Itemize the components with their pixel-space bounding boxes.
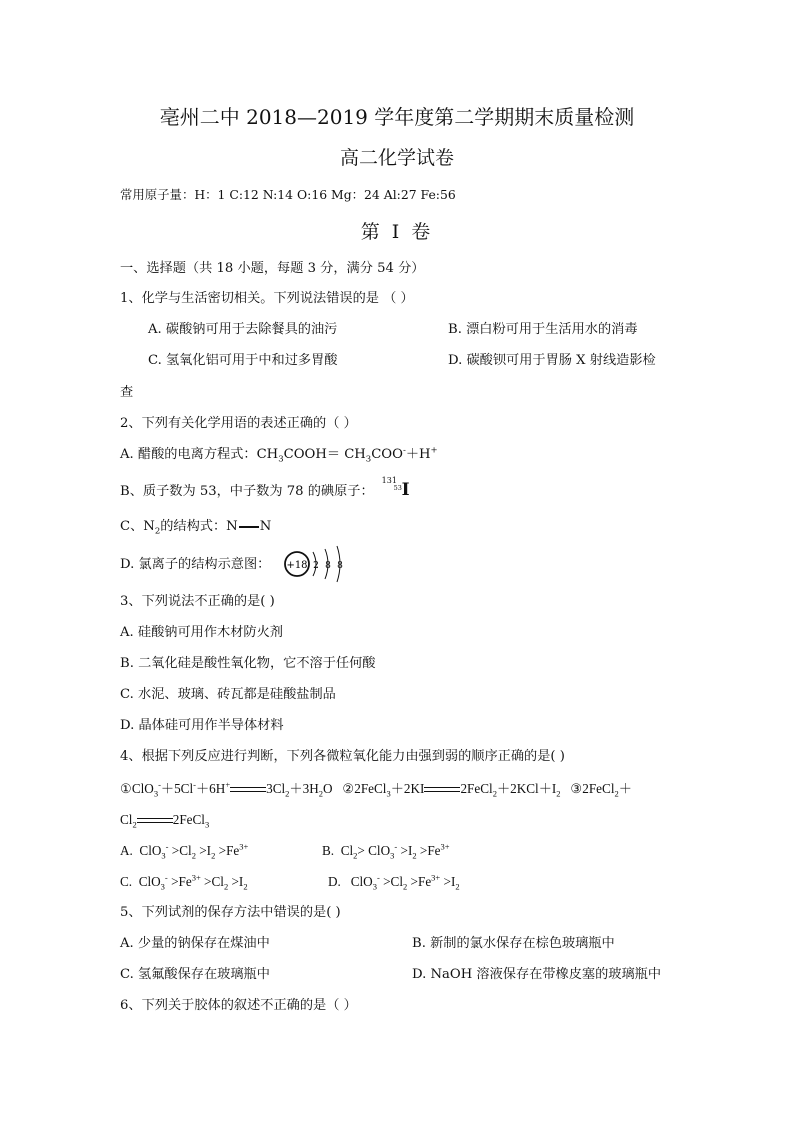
q1-stem: 1、化学与生活密切相关。下列说法错误的是 （ ） [120,291,414,306]
q4-option-d: D. $ClO_3^- >Cl_2 >Fe^{3+} >I_2$ [328,872,460,892]
q2-option-d: D. 氯离子的结构示意图： [120,557,271,572]
shell-3-count: 8 [337,561,343,571]
shell-1-count: 2 [313,561,319,571]
q2-option-b [120,476,410,501]
q2-option-a: A. 醋酸的电离方程式：$CH_3COOH= CH_3COO^-+H^+$ [120,445,438,465]
q5-stem: 5、下列试剂的保存方法中错误的是( ) [120,905,341,920]
q4-option-b-label: B. [322,843,335,858]
iodine-atomic-number: 53 [393,484,402,492]
q2-option-c-end: N [259,519,272,534]
reaction-3-marker: ③ [570,781,583,796]
nucleus-charge: +18 [286,560,308,571]
q3-option-c: C. 水泥、玻璃、砖瓦都是硅酸盐制品 [120,687,336,702]
reaction-1-marker: ① [120,781,132,796]
equals-sign-icon [230,786,266,794]
chloride-ion-structure-diagram [283,544,349,584]
q4-option-c-label: C. [120,874,133,889]
triple-bond-icon [239,526,259,528]
volume-heading: 第 Ⅰ 卷 [360,221,434,243]
q2-option-b-text: B、质子数为 53，中子数为 78 的碘原子： [120,484,374,499]
q3-option-b: B. 二氧化硅是酸性氧化物，它不溶于任何酸 [120,656,376,671]
q6-stem: 6、下列关于胶体的叙述不正确的是（ ） [120,998,357,1013]
q4-reactions-cont: $Cl_2$ 2FeCl$_3$ [120,812,210,830]
exam-subtitle: 高二化学试卷 [339,147,454,169]
q3-option-d: D. 晶体硅可用作半导体材料 [120,718,284,733]
section-heading: 一、选择题（共 18 小题，每题 3 分，满分 54 分） [120,261,425,276]
equals-sign-icon [424,786,460,794]
q2-option-c: C、$N_2$的结构式：N N [120,519,272,537]
iodine-mass-number: 131 [381,476,397,485]
q5-option-d: D. NaOH 溶液保存在带橡皮塞的玻璃瓶中 [412,967,662,982]
q2-option-c-rest: 的结构式：N [160,519,238,534]
exam-title: 亳州二中 2018—2019 学年度第二学期期末质量检测 [159,105,635,129]
atomic-masses: 常用原子量：H：1 C:12 N:14 O:16 Mg：24 Al:27 Fe:56 [120,187,456,202]
q1-option-b: B. 漂白粉可用于生活用水的消毒 [448,322,638,337]
q4-option-d-label: D. [328,874,341,889]
q5-option-a: A. 少量的钠保存在煤油中 [120,936,270,951]
q4-option-c: C. $ClO_3^- >Fe^{3+} >Cl_2 >I_2$ [120,872,248,892]
reaction-2-marker: ② [342,781,355,796]
q2-option-c-label: C、N [120,519,155,534]
q2-option-a-label: A. 醋酸的电离方程式：CH [120,447,279,462]
iodine-symbol: I [401,480,410,500]
q3-stem: 3、下列说法不正确的是( ) [120,594,275,609]
q1-option-a: A. 碳酸钠可用于去除餐具的油污 [148,322,338,337]
q3-option-a: A. 硅酸钠可用作木材防火剂 [120,625,283,640]
equals-sign-icon [137,817,173,825]
q4-option-a: A. $ClO_3^- >Cl_2 >I_2 >Fe^{3+}$ [120,841,249,861]
iodine-nuclide [381,476,410,501]
shell-2-count: 8 [325,561,331,571]
q1-option-d: D. 碳酸钡可用于胃肠 X 射线造影检 [448,353,656,368]
q1-option-d-continued: 查 [120,385,134,400]
q4-option-b: B. $Cl_2> ClO_3^- >I_2 >Fe^{3+}$ [322,841,450,861]
q4-reactions: ①ClO$_3$-＋5Cl-＋6H+ $3Cl_2+3H_2O$ ②2FeCl$_3$＋2KI $2FeCl_2+2KCl+I_2$ ③2FeCl$_2$＋ [120,779,632,799]
q1-option-c: C. 氢氧化铝可用于中和过多胃酸 [148,353,338,368]
q2-stem: 2、下列有关化学用语的表述正确的（ ） [120,416,357,431]
q4-option-a-label: A. [120,843,133,858]
q5-option-b: B. 新制的氯水保存在棕色玻璃瓶中 [412,936,615,951]
q4-stem: 4、根据下列反应进行判断，下列各微粒氧化能力由强到弱的顺序正确的是( ) [120,749,565,764]
q5-option-c: C. 氢氟酸保存在玻璃瓶中 [120,967,270,982]
